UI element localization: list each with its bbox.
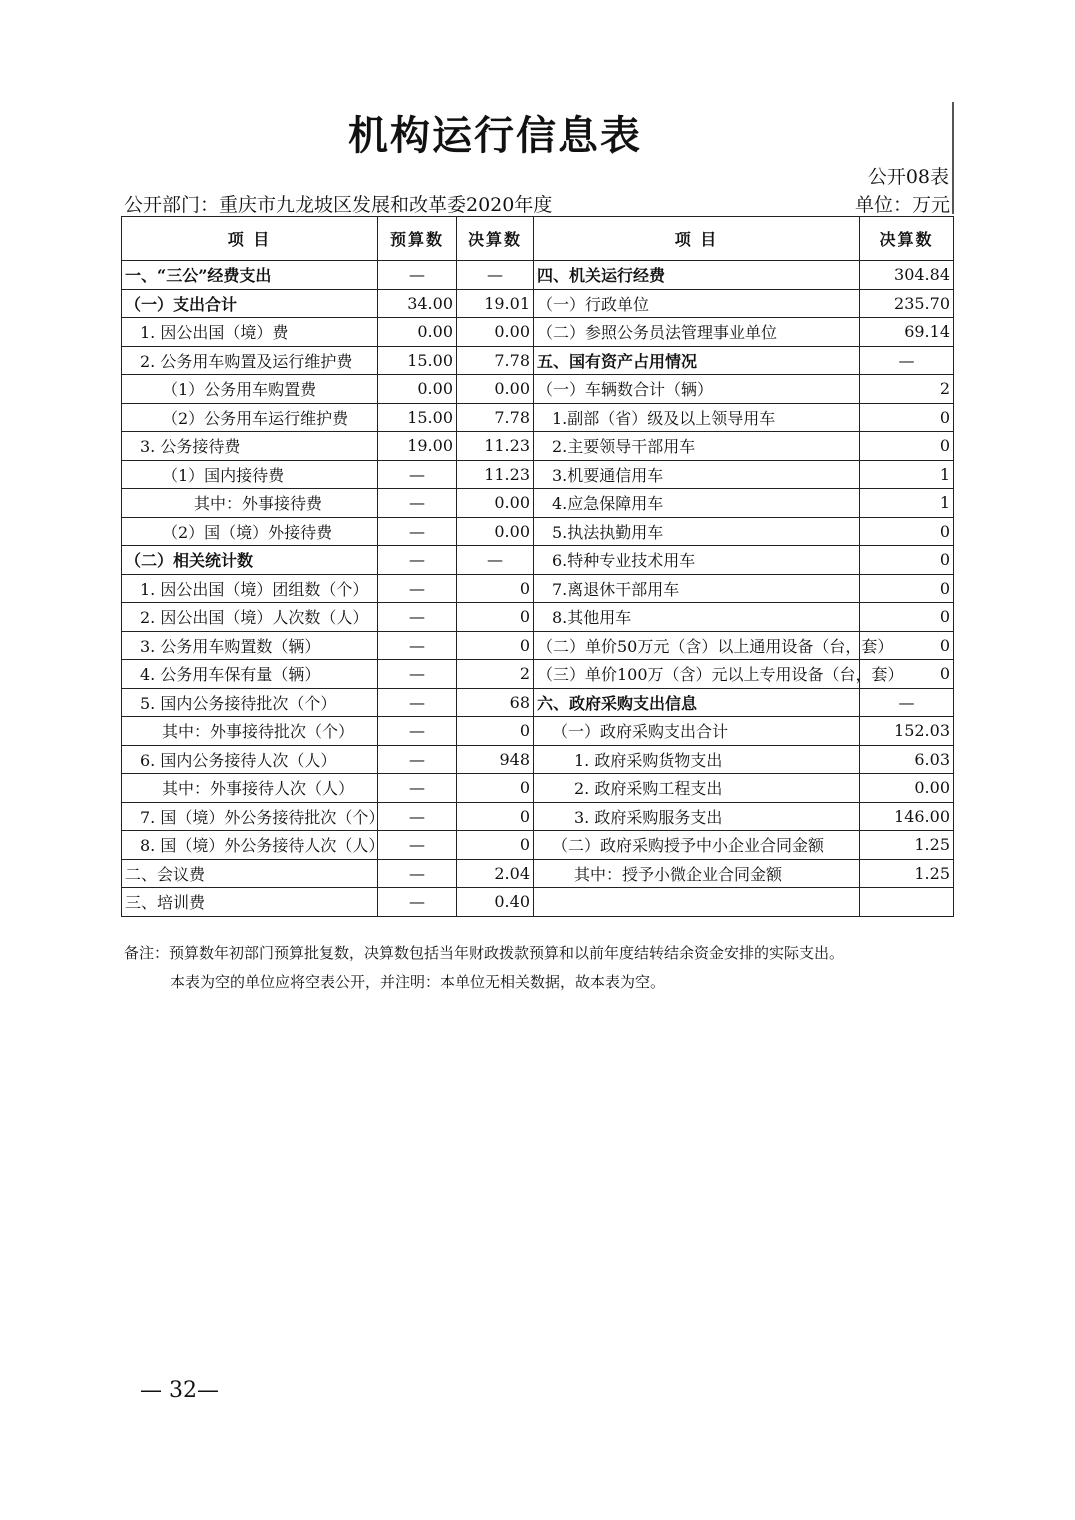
row-right-item: （一）车辆数合计（辆）	[534, 375, 860, 404]
row-right-item: 其中：授予小微企业合同金额	[534, 859, 860, 888]
row-left-item: （一）支出合计	[122, 289, 378, 318]
row-right-item: 2.主要领导干部用车	[534, 432, 860, 461]
table-row	[122, 375, 954, 404]
row-final-value: 0.40	[457, 888, 534, 917]
row-budget-value: —	[378, 460, 457, 489]
row-right-item: 六、政府采购支出信息	[534, 688, 860, 717]
row-right-final-value: 0	[860, 574, 954, 603]
row-right-item: 五、国有资产占用情况	[534, 346, 860, 375]
row-left-item: 8. 国（境）外公务接待人次（人）	[122, 831, 378, 860]
row-budget-value: —	[378, 660, 457, 689]
department-label: 公开部门：重庆市九龙坡区发展和改革委2020年度	[124, 194, 553, 216]
row-budget-value: —	[378, 489, 457, 518]
row-right-final-value: —	[860, 688, 954, 717]
row-left-item: 2. 公务用车购置及运行维护费	[122, 346, 378, 375]
header-right-final: 决算数	[860, 217, 954, 261]
row-final-value: 0.00	[457, 517, 534, 546]
row-right-item: 3. 政府采购服务支出	[534, 802, 860, 831]
table-header-row	[122, 217, 954, 261]
row-final-value: 0.00	[457, 318, 534, 347]
row-left-item: 二、会议费	[122, 859, 378, 888]
row-budget-value: —	[378, 688, 457, 717]
note-line-2: 本表为空的单位应将空表公开，并注明：本单位无相关数据，故本表为空。	[170, 973, 666, 991]
row-final-value: 7.78	[457, 403, 534, 432]
table-row	[122, 261, 954, 290]
row-right-final-value: 0	[860, 517, 954, 546]
row-final-value: 11.23	[457, 460, 534, 489]
row-right-final-value: 304.84	[860, 261, 954, 290]
row-right-item: 4.应急保障用车	[534, 489, 860, 518]
row-right-item: （二）单价50万元（含）以上通用设备（台，套）	[534, 631, 860, 660]
row-right-item: 8.其他用车	[534, 603, 860, 632]
institution-operation-table	[121, 216, 954, 917]
row-left-item: 7. 国（境）外公务接待批次（个）	[122, 802, 378, 831]
row-final-value: 0.00	[457, 489, 534, 518]
table-row	[122, 289, 954, 318]
header-budget: 预算数	[378, 217, 457, 261]
row-right-final-value: 0	[860, 546, 954, 575]
row-budget-value: —	[378, 603, 457, 632]
row-right-final-value: —	[860, 346, 954, 375]
row-left-item: 5. 国内公务接待批次（个）	[122, 688, 378, 717]
table-row	[122, 717, 954, 746]
row-final-value: 68	[457, 688, 534, 717]
row-budget-value: —	[378, 546, 457, 575]
row-final-value: 11.23	[457, 432, 534, 461]
row-right-item: 3.机要通信用车	[534, 460, 860, 489]
row-final-value: 0.00	[457, 375, 534, 404]
row-budget-value: —	[378, 774, 457, 803]
row-right-final-value: 1.25	[860, 859, 954, 888]
row-left-item: 3. 公务用车购置数（辆）	[122, 631, 378, 660]
row-right-final-value: 0	[860, 403, 954, 432]
row-final-value: 0	[457, 717, 534, 746]
row-budget-value: —	[378, 517, 457, 546]
row-right-item	[534, 888, 860, 917]
row-final-value: 0	[457, 802, 534, 831]
row-right-item: （三）单价100万（含）元以上专用设备（台，套）	[534, 660, 860, 689]
row-final-value: 2	[457, 660, 534, 689]
row-budget-value: 15.00	[378, 403, 457, 432]
row-left-item: （2）国（境）外接待费	[122, 517, 378, 546]
row-final-value: 2.04	[457, 859, 534, 888]
row-left-item: 4. 公务用车保有量（辆）	[122, 660, 378, 689]
row-final-value: 7.78	[457, 346, 534, 375]
table-row	[122, 574, 954, 603]
page-number: — 32—	[140, 1378, 219, 1403]
unit-label: 单位：万元	[854, 194, 950, 216]
row-budget-value: —	[378, 717, 457, 746]
row-right-final-value: 152.03	[860, 717, 954, 746]
row-left-item: 6. 国内公务接待人次（人）	[122, 745, 378, 774]
table-row	[122, 660, 954, 689]
row-right-item: （二）政府采购授予中小企业合同金额	[534, 831, 860, 860]
row-final-value: 0	[457, 574, 534, 603]
table-row	[122, 432, 954, 461]
row-budget-value: —	[378, 261, 457, 290]
row-left-item: （1）国内接待费	[122, 460, 378, 489]
table-row	[122, 603, 954, 632]
table-row	[122, 460, 954, 489]
row-budget-value: —	[378, 859, 457, 888]
row-right-final-value: 1	[860, 489, 954, 518]
row-right-final-value	[860, 888, 954, 917]
row-right-item: （一）行政单位	[534, 289, 860, 318]
row-final-value: 0	[457, 603, 534, 632]
row-left-item: 1. 因公出国（境）团组数（个）	[122, 574, 378, 603]
header-final: 决算数	[457, 217, 534, 261]
row-right-final-value: 6.03	[860, 745, 954, 774]
row-budget-value: 19.00	[378, 432, 457, 461]
row-right-final-value: 235.70	[860, 289, 954, 318]
row-left-item: 一、“三公”经费支出	[122, 261, 378, 290]
row-left-item: （2）公务用车运行维护费	[122, 403, 378, 432]
table-row	[122, 631, 954, 660]
row-final-value: 19.01	[457, 289, 534, 318]
row-final-value: —	[457, 546, 534, 575]
row-left-item: 其中：外事接待人次（人）	[122, 774, 378, 803]
row-budget-value: 0.00	[378, 318, 457, 347]
row-right-item: 1.副部（省）级及以上领导用车	[534, 403, 860, 432]
table-row	[122, 831, 954, 860]
row-left-item: 1. 因公出国（境）费	[122, 318, 378, 347]
row-budget-value: —	[378, 745, 457, 774]
row-final-value: 948	[457, 745, 534, 774]
row-budget-value: 15.00	[378, 346, 457, 375]
table-row	[122, 802, 954, 831]
row-right-final-value: 0	[860, 603, 954, 632]
form-number: 公开08表	[867, 166, 949, 188]
table-row	[122, 774, 954, 803]
row-budget-value: —	[378, 831, 457, 860]
row-final-value: —	[457, 261, 534, 290]
row-right-item: 1. 政府采购货物支出	[534, 745, 860, 774]
row-final-value: 0	[457, 774, 534, 803]
table-row	[122, 546, 954, 575]
row-right-item: 2. 政府采购工程支出	[534, 774, 860, 803]
row-right-item: 6.特种专业技术用车	[534, 546, 860, 575]
row-budget-value: —	[378, 574, 457, 603]
row-right-final-value: 0	[860, 631, 954, 660]
table-row	[122, 489, 954, 518]
table-row	[122, 745, 954, 774]
row-final-value: 0	[457, 831, 534, 860]
header-right-item: 项 目	[534, 217, 860, 261]
row-right-final-value: 146.00	[860, 802, 954, 831]
row-budget-value: —	[378, 888, 457, 917]
table-row	[122, 403, 954, 432]
row-right-final-value: 2	[860, 375, 954, 404]
row-right-item: 四、机关运行经费	[534, 261, 860, 290]
row-right-final-value: 0	[860, 432, 954, 461]
row-budget-value: 0.00	[378, 375, 457, 404]
row-right-final-value: 69.14	[860, 318, 954, 347]
row-left-item: 3. 公务接待费	[122, 432, 378, 461]
row-left-item: 其中：外事接待批次（个）	[122, 717, 378, 746]
row-left-item: 2. 因公出国（境）人次数（人）	[122, 603, 378, 632]
row-left-item: （1）公务用车购置费	[122, 375, 378, 404]
row-budget-value: —	[378, 802, 457, 831]
table-row	[122, 517, 954, 546]
row-budget-value: —	[378, 631, 457, 660]
row-right-item: 7.离退休干部用车	[534, 574, 860, 603]
table-row	[122, 346, 954, 375]
table-row	[122, 859, 954, 888]
row-right-item: （二）参照公务员法管理事业单位	[534, 318, 860, 347]
row-right-final-value: 0	[860, 660, 954, 689]
row-left-item: （二）相关统计数	[122, 546, 378, 575]
row-right-final-value: 0.00	[860, 774, 954, 803]
row-left-item: 其中：外事接待费	[122, 489, 378, 518]
row-budget-value: 34.00	[378, 289, 457, 318]
row-right-item: 5.执法执勤用车	[534, 517, 860, 546]
header-left-item: 项 目	[122, 217, 378, 261]
note-line-1: 备注：预算数年初部门预算批复数，决算数包括当年财政拨款预算和以前年度结转结余资金安排的实际支出。	[124, 944, 845, 962]
row-left-item: 三、培训费	[122, 888, 378, 917]
row-right-item: （一）政府采购支出合计	[534, 717, 860, 746]
table-row	[122, 688, 954, 717]
table-row	[122, 888, 954, 917]
table-row	[122, 318, 954, 347]
row-right-final-value: 1	[860, 460, 954, 489]
row-right-final-value: 1.25	[860, 831, 954, 860]
row-final-value: 0	[457, 631, 534, 660]
page-title: 机构运行信息表	[348, 112, 642, 159]
